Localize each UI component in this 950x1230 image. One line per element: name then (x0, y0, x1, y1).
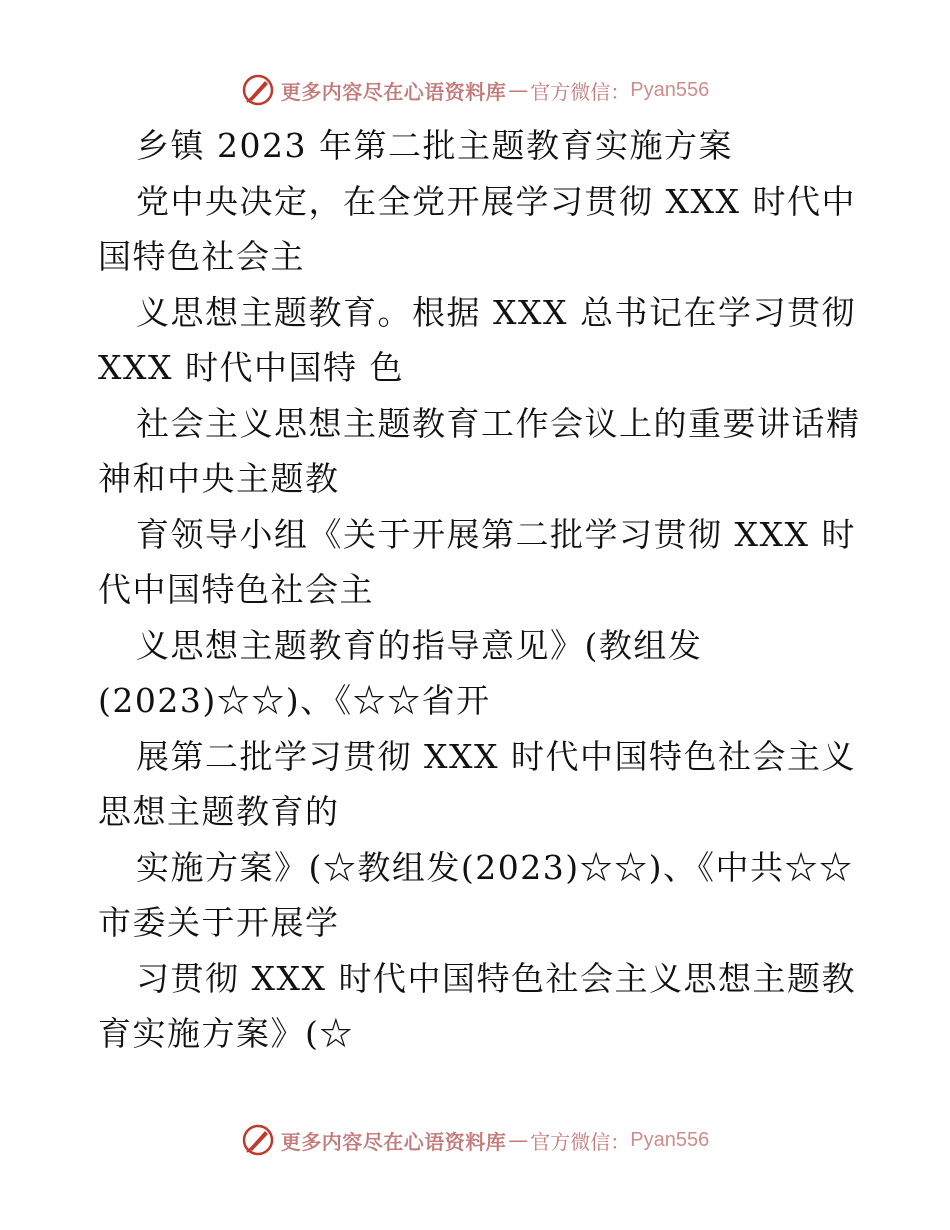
watermark-brand: 更多内容尽在心语资料库 (280, 79, 507, 104)
watermark-brand: 更多内容尽在心语资料库 (280, 1129, 507, 1154)
text-line: 育实施方案》(☆ (98, 1014, 354, 1053)
watermark-account: Pyan556 (630, 1128, 710, 1151)
text-line: XXX 时代中国特 色 (98, 348, 404, 387)
text-line: 乡镇 2023 年第二批主题教育实施方案 (136, 126, 733, 165)
quill-logo-icon (241, 1123, 275, 1157)
watermark-separator: — (508, 1128, 529, 1152)
header-watermark (0, 70, 950, 110)
text-line: 义思想主题教育。根据 XXX 总书记在学习贯彻 (136, 292, 856, 332)
text-line: 实施方案》(☆教组发(2023)☆☆)、《中共☆☆ (136, 847, 854, 887)
text-line: 国特色社会主 (98, 237, 305, 276)
text-line: 习贯彻 XXX 时代中国特色社会主义思想主题教 (136, 958, 856, 998)
text-line: 育领导小组《关于开展第二批学习贯彻 XXX 时 (136, 514, 856, 554)
text-line: (2023)☆☆)、《☆☆省开 (98, 681, 491, 720)
text-line: 市委关于开展学 (98, 903, 340, 942)
text-line: 社会主义思想主题教育工作会议上的重要讲话精 (136, 403, 861, 443)
watermark-account: Pyan556 (630, 78, 710, 101)
quill-logo-icon (241, 73, 275, 107)
watermark-wechat-label: 官方微信： (530, 1129, 631, 1154)
watermark-separator: — (508, 78, 529, 102)
text-line: 党中央决定，在全党开展学习贯彻 XXX 时代中 (136, 181, 856, 221)
watermark-wechat-label: 官方微信： (530, 79, 631, 104)
text-line: 义思想主题教育的指导意见》(教组发 (136, 625, 703, 665)
text-line: 神和中央主题教 (98, 459, 340, 498)
footer-watermark (0, 1120, 950, 1160)
text-line: 思想主题教育的 (98, 792, 340, 831)
document-body (98, 118, 861, 1062)
text-line: 展第二批学习贯彻 XXX 时代中国特色社会主义 (136, 736, 856, 776)
text-line: 代中国特色社会主 (98, 570, 374, 609)
